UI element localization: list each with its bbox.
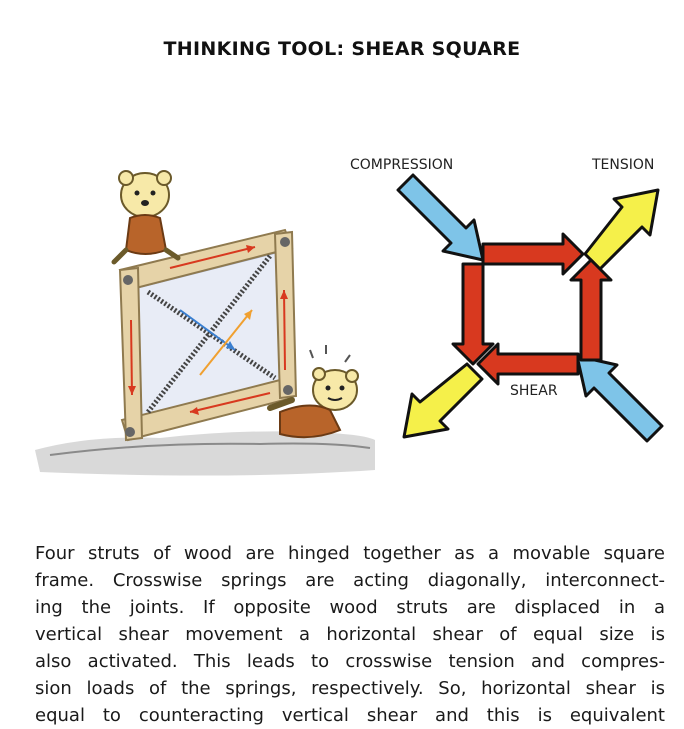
body-line: Four struts of wood are hinged together as a movable square [35,543,665,564]
compression-arrow-bottom-right [577,356,662,441]
bear-top-icon [114,171,178,262]
body-line: frame. Crosswise springs are acting diagonally, interconnect- [35,570,665,591]
shear-arrow-top [483,234,583,274]
body-line: vertical shear movement a horizontal shear of equal size is [35,624,665,645]
page-title: THINKING TOOL: SHEAR SQUARE [163,38,521,60]
compression-arrow-top-left [398,175,483,260]
body-line: also activated. This leads to crosswise tension and compres- [35,651,665,672]
compression-label: COMPRESSION [350,157,454,173]
shear-arrow-bottom [478,344,578,384]
body-line: equal to counteracting vertical shear and this is equivalent [35,705,665,726]
shear-square-diagram [338,150,678,450]
body-paragraph [35,540,665,729]
tension-arrow-top-right [585,190,658,269]
body-line: ing the joints. If opposite wood struts are displaced in a [35,597,665,618]
ground [35,431,375,475]
body-line: sion loads of the springs, respectively. So, horizontal shear is [35,678,665,699]
shear-frame-illustration [30,150,390,485]
tension-label: TENSION [592,157,655,173]
shear-arrow-right [571,260,611,360]
shear-label: SHEAR [510,383,558,399]
tension-arrow-bottom-left [404,364,482,437]
shear-arrow-left [453,264,493,364]
